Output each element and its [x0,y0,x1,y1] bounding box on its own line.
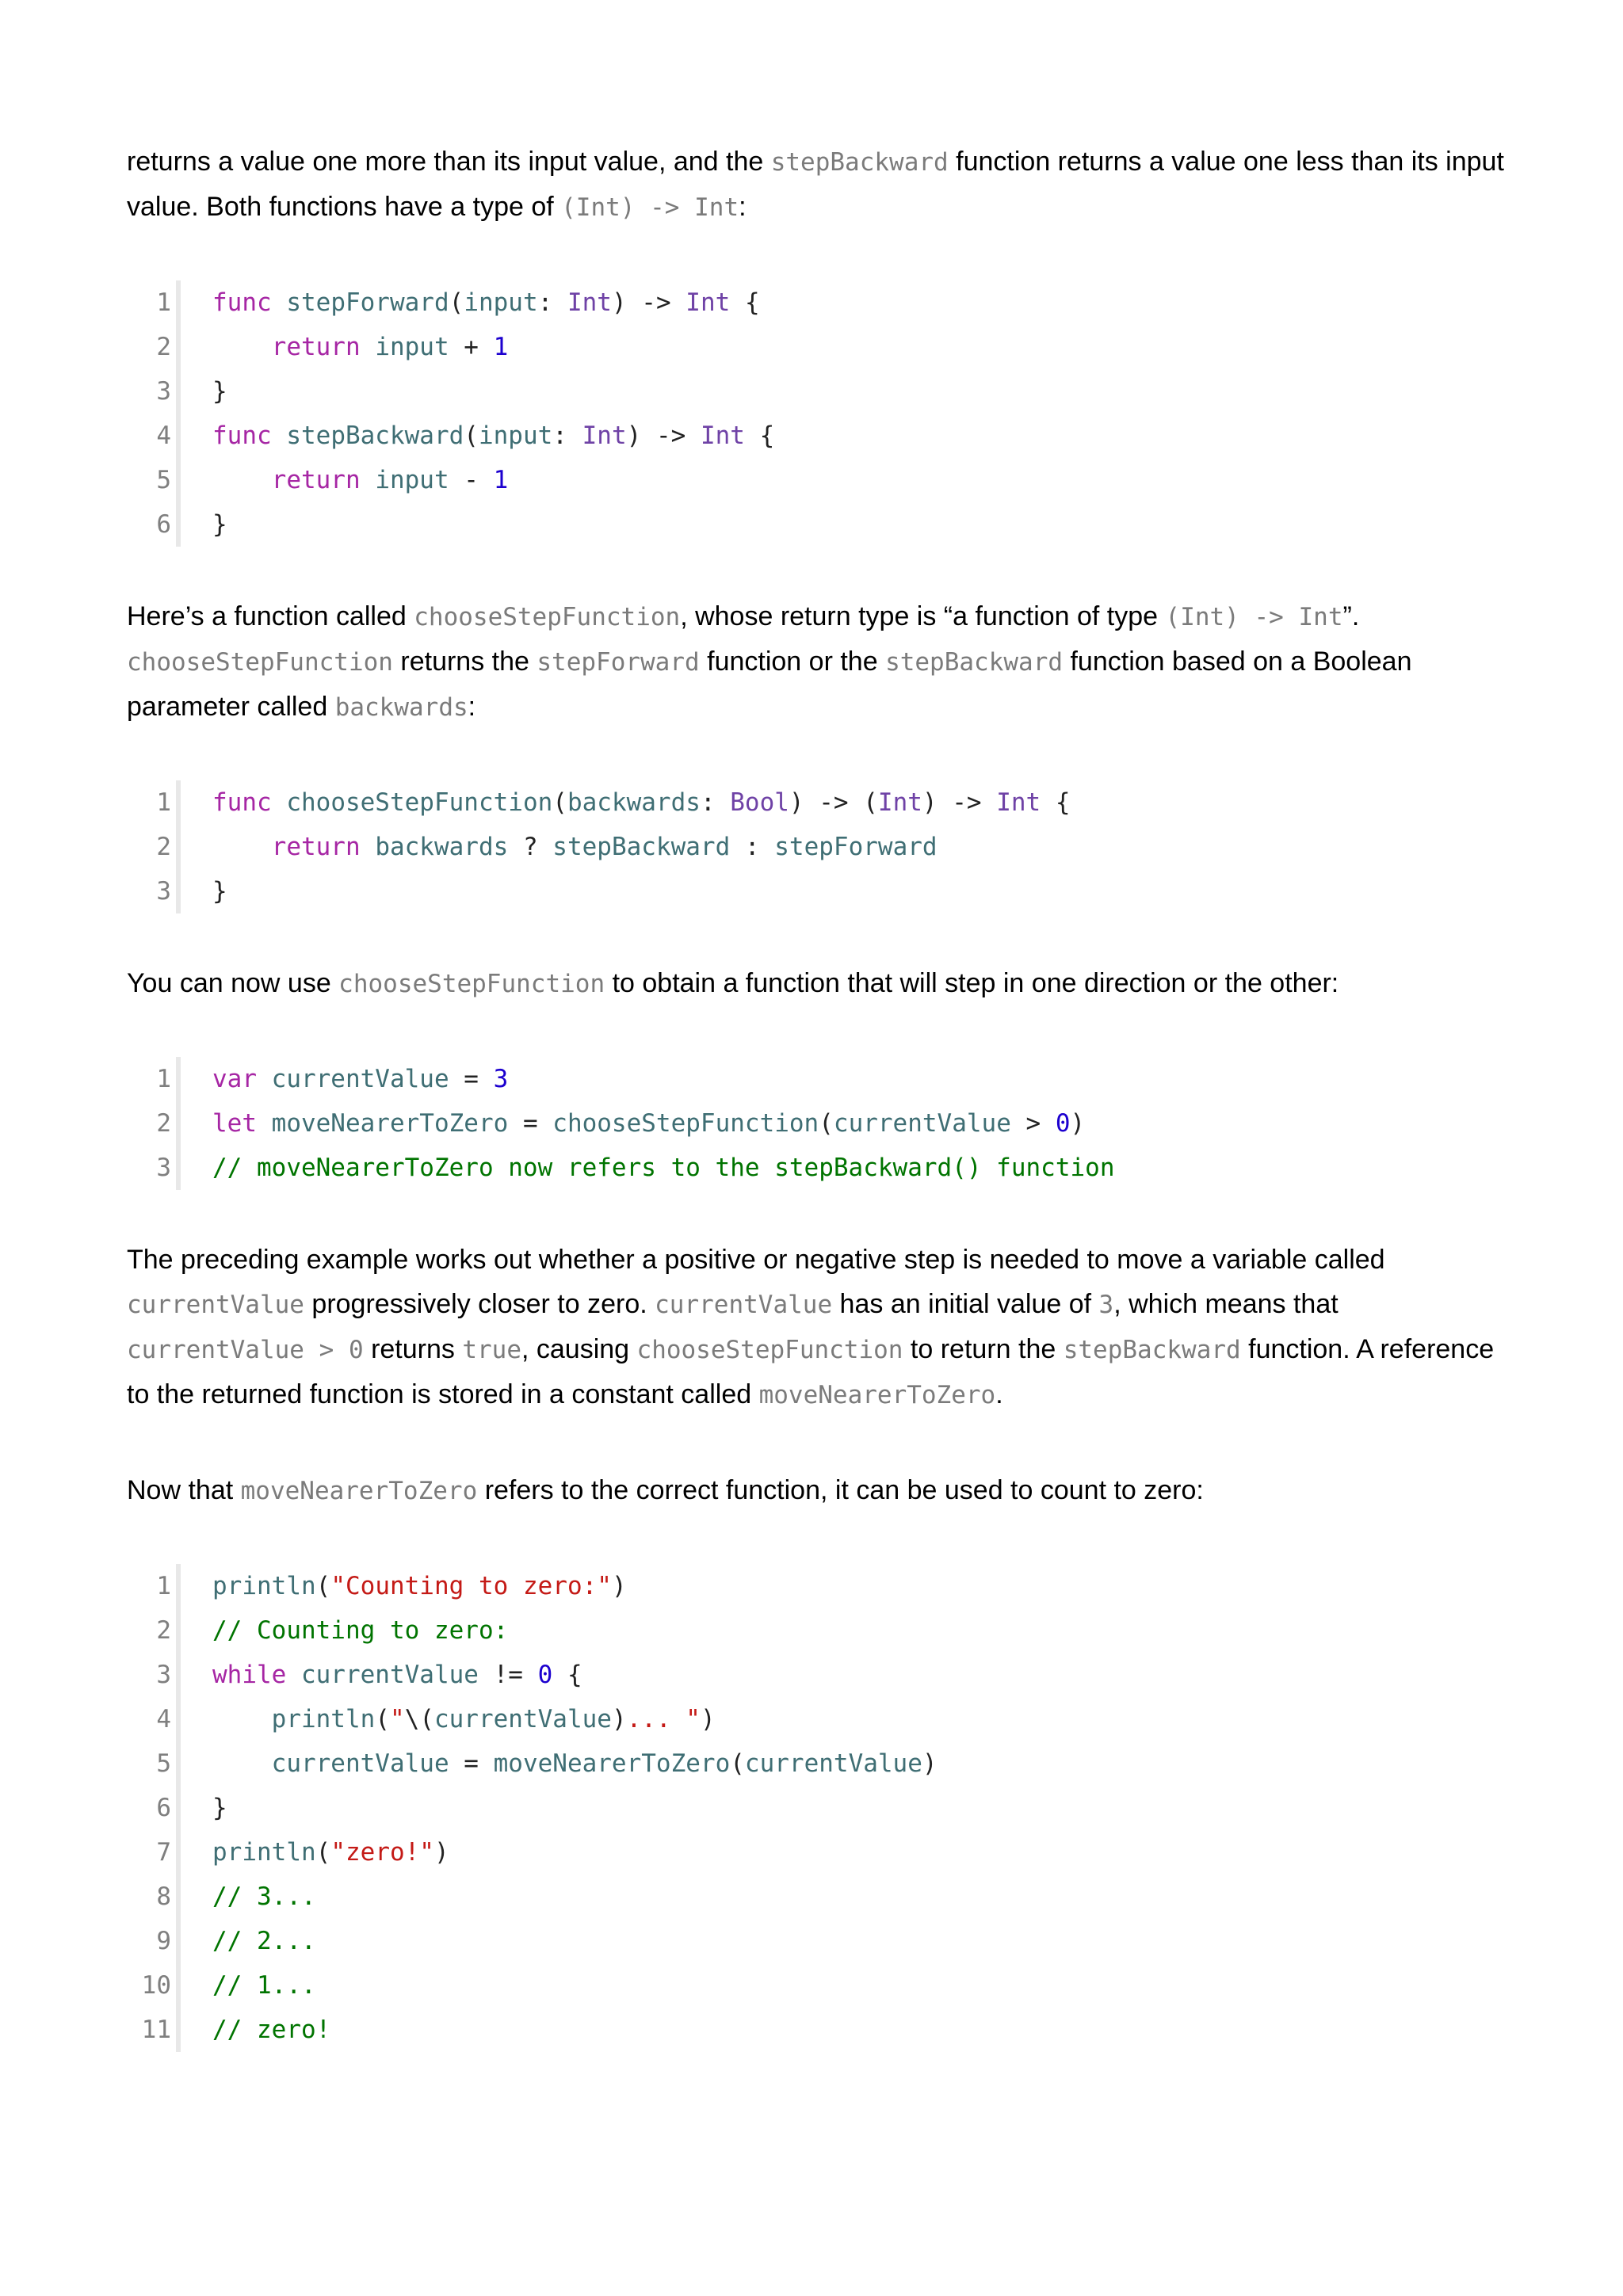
code-token: ( [730,1749,745,1778]
document-page [127,139,1522,2100]
text: refers to the correct function, it can be used to count to zero: [477,1475,1204,1505]
code-token: : [552,421,582,450]
code-token: currentValue [833,1109,1011,1138]
code-token: input [375,466,449,494]
code-line [127,369,1522,414]
code-token: { [730,288,760,317]
code-token: - [449,466,494,494]
code-text [212,466,508,494]
code-token: chooseStepFunction [552,1109,819,1138]
code-token: : [730,833,775,861]
paragraph-use-choose-step-function [127,961,1522,1006]
line-number: 6 [156,1794,171,1822]
gutter-bar [176,1564,181,2052]
code-text [212,421,774,450]
code-token: ( [819,1109,834,1138]
code-token [212,333,272,361]
inline-code: true [462,1336,521,1364]
text: Now that [127,1475,241,1505]
code-token: input [464,288,538,317]
paragraph-now-that [127,1468,1522,1513]
inline-code: chooseStepFunction [338,970,605,998]
code-text [212,1882,316,1911]
code-text [212,1705,716,1733]
code-token: } [212,1794,227,1822]
code-token: 0 [1055,1109,1071,1138]
code-line [127,325,1522,369]
code-text [212,333,508,361]
code-token: Int [700,421,745,450]
line-number: 10 [141,1971,171,2000]
code-line [127,2008,1522,2052]
code-token: } [212,510,227,539]
code-line [127,1101,1522,1146]
line-number: 9 [156,1927,171,1955]
code-token: != [478,1661,538,1689]
code-text [212,1794,227,1822]
code-token: input [478,421,553,450]
text: has an initial value of [832,1289,1099,1319]
inline-code: (Int) -> Int [561,193,739,222]
code-token: } [212,377,227,406]
code-line [127,1830,1522,1875]
code-token: return [271,333,376,361]
gutter-bar [176,1057,181,1190]
code-token: ) [1070,1109,1086,1138]
code-token: Int [567,288,612,317]
code-token: // moveNearerToZero now refers to the stepBackward() function [212,1154,1115,1182]
code-token: 0 [537,1661,553,1689]
text: Here’s a function called [127,601,414,631]
code-token: ( [464,421,479,450]
code-token: while [212,1661,301,1689]
code-text [212,1572,627,1600]
inline-code: chooseStepFunction [636,1336,903,1364]
code-token: 1 [493,333,509,361]
code-token: currentValue [271,1065,449,1093]
code-text [212,833,938,861]
code-token: Int [996,788,1041,817]
line-number: 1 [156,288,171,317]
code-token: ) -> [922,788,997,817]
inline-code: chooseStepFunction [127,648,393,677]
text: You can now use [127,968,339,998]
text: to obtain a function that will step in one direction or the other: [605,968,1339,998]
paragraph-choose-step-function [127,594,1522,730]
code-token: stepForward [286,288,449,317]
code-line [127,1963,1522,2008]
code-text [212,1971,316,2000]
code-token: return [271,833,376,861]
code-token: \( [404,1705,434,1733]
text: , which means that [1113,1289,1338,1319]
code-text [212,788,1071,817]
inline-code: currentValue [655,1291,833,1319]
code-token: moveNearerToZero [271,1109,509,1138]
code-text [212,1154,1114,1182]
code-token [212,1749,272,1778]
line-number: 3 [156,1154,171,1182]
line-number: 7 [156,1838,171,1867]
text: : [468,692,476,722]
inline-code: stepBackward [885,648,1064,677]
code-token: 3 [493,1065,509,1093]
code-token: // 1... [212,1971,316,2000]
code-token: : [537,288,567,317]
code-token: { [744,421,775,450]
code-token: "Counting to zero:" [330,1572,612,1600]
code-token: ? [508,833,553,861]
code-block-move-nearer-to-zero [127,1057,1522,1190]
code-token: 1 [493,466,509,494]
text: to return the [903,1334,1064,1364]
code-token: = [449,1065,494,1093]
code-token: { [1041,788,1071,817]
code-line [127,1608,1522,1653]
code-token: println [212,1838,316,1867]
code-line [127,1146,1522,1190]
code-token: Int [877,788,922,817]
code-text [212,877,227,906]
code-token: stepForward [774,833,938,861]
code-text [212,510,227,539]
code-text [212,288,760,317]
code-line [127,458,1522,502]
code-text [212,1616,508,1645]
text: function. A reference to the returned function is stored in a constant called [127,1334,1495,1409]
code-token: Int [582,421,627,450]
code-token: ) -> [611,288,686,317]
code-token: backwards [567,788,701,817]
code-token: Int [685,288,731,317]
code-token: ( [315,1838,331,1867]
code-token: > [1010,1109,1056,1138]
code-line [127,1564,1522,1608]
code-token: ... " [626,1705,701,1733]
line-number: 11 [141,2016,171,2044]
line-number: 4 [156,1705,171,1733]
code-block-count-to-zero [127,1564,1522,2052]
code-token: ) [700,1705,716,1733]
code-token: currentValue [300,1661,479,1689]
code-token: input [375,333,449,361]
code-token: "zero!" [330,1838,434,1867]
line-number: 5 [156,466,171,494]
code-line [127,414,1522,458]
code-line [127,1653,1522,1697]
inline-code: currentValue > 0 [127,1336,364,1364]
code-token: ( [375,1705,390,1733]
code-token: backwards [375,833,509,861]
inline-code: chooseStepFunction [414,603,681,631]
code-text [212,1749,938,1778]
code-line [127,502,1522,547]
text: ”. [1342,601,1360,631]
line-number: 1 [156,788,171,817]
code-token [212,466,272,494]
code-line [127,1741,1522,1786]
code-block-step-functions [127,280,1522,547]
inline-code: stepBackward [770,148,949,177]
code-token: = [508,1109,553,1138]
code-token: ( [449,288,464,317]
inline-code: backwards [334,693,468,722]
line-number: 2 [156,1616,171,1645]
code-text [212,1661,582,1689]
text: The preceding example works out whether a positive or negative step is needed to move a variable called [127,1245,1385,1275]
text: function returns a value one less than its input value. Both functions have a type of [127,147,1504,222]
code-token: println [271,1705,376,1733]
code-token: stepBackward [286,421,464,450]
code-token: ) -> ( [789,788,878,817]
code-text [212,1927,316,1955]
code-line [127,1697,1522,1741]
code-token [212,833,272,861]
code-token: = [449,1749,494,1778]
text: function based on a Boolean parameter called [127,646,1412,722]
code-line [127,1875,1522,1919]
text: progressively closer to zero. [304,1289,655,1319]
inline-code: moveNearerToZero [240,1477,478,1505]
text: returns [363,1334,463,1364]
code-token: currentValue [271,1749,449,1778]
code-token: { [552,1661,582,1689]
code-block-choose-step-function [127,780,1522,913]
code-line [127,780,1522,825]
code-token: currentValue [744,1749,922,1778]
line-number: 8 [156,1882,171,1911]
code-token: return [271,466,376,494]
inline-code: (Int) -> Int [1165,603,1343,631]
inline-code: 3 [1098,1291,1114,1319]
code-token: + [449,333,494,361]
text: function or the [699,646,886,677]
code-token: let [212,1109,272,1138]
line-number: 3 [156,377,171,406]
line-number: 2 [156,1109,171,1138]
code-token: println [212,1572,316,1600]
code-token: currentValue [433,1705,612,1733]
code-token: " [389,1705,405,1733]
code-token: : [700,788,731,817]
paragraph-preceding-example [127,1238,1522,1417]
line-number: 3 [156,1661,171,1689]
text: . [995,1379,1003,1409]
code-token: } [212,877,227,906]
code-token: stepBackward [552,833,731,861]
line-number: 2 [156,333,171,361]
code-token: // 2... [212,1927,316,1955]
code-token: moveNearerToZero [493,1749,731,1778]
code-text [212,377,227,406]
text: , causing [521,1334,637,1364]
code-line [127,1919,1522,1963]
code-line [127,280,1522,325]
code-token: ) -> [626,421,701,450]
code-token: ) [611,1572,627,1600]
line-number: 5 [156,1749,171,1778]
code-token: func [212,788,287,817]
code-text [212,1109,1085,1138]
inline-code: stepForward [537,648,700,677]
text: returns a value one more than its input value, and the [127,147,771,177]
inline-code: moveNearerToZero [758,1381,996,1409]
code-token: ) [922,1749,938,1778]
inline-code: currentValue [127,1291,304,1319]
line-number: 2 [156,833,171,861]
inline-code: stepBackward [1063,1336,1241,1364]
gutter-bar [176,280,181,547]
code-token: var [212,1065,272,1093]
text: , whose return type is “a function of type [680,601,1166,631]
code-text [212,1838,449,1867]
line-number: 3 [156,877,171,906]
code-token: // zero! [212,2016,331,2044]
line-number: 6 [156,510,171,539]
code-token: // Counting to zero: [212,1616,509,1645]
code-token: ) [433,1838,449,1867]
code-line [127,825,1522,869]
code-text [212,2016,330,2044]
code-token: func [212,421,287,450]
code-token: func [212,288,287,317]
paragraph-step-functions [127,139,1522,230]
code-line [127,869,1522,913]
code-token: Bool [730,788,789,817]
code-line [127,1057,1522,1101]
code-line [127,1786,1522,1830]
text: returns the [392,646,537,677]
line-number: 1 [156,1065,171,1093]
line-number: 4 [156,421,171,450]
code-token: ( [315,1572,331,1600]
code-text [212,1065,508,1093]
text: : [739,192,747,222]
code-token: chooseStepFunction [286,788,553,817]
code-token: // 3... [212,1882,316,1911]
gutter-bar [176,780,181,913]
code-token: ) [611,1705,627,1733]
line-number: 1 [156,1572,171,1600]
code-token: ( [552,788,567,817]
code-token [212,1705,272,1733]
